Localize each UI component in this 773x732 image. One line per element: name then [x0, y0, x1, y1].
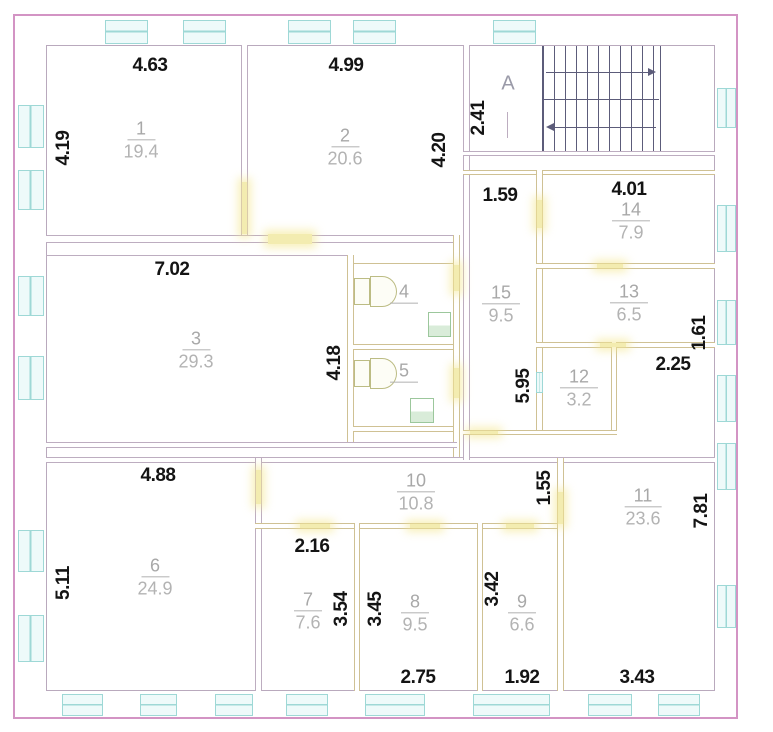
dim-top-room7: 2.16 [294, 536, 330, 557]
window [18, 105, 44, 148]
wall-top-room4 [350, 263, 457, 264]
dim-stair-width: 2.41 [468, 100, 489, 136]
room-label-10: 10 10.8 [398, 470, 434, 513]
sink-room4 [428, 312, 451, 337]
dim-right-room3: 4.18 [324, 345, 345, 381]
window [18, 276, 44, 316]
room-label-13: 13 6.5 [610, 281, 648, 324]
wall-under-rooms1-2 [46, 235, 460, 243]
dim-height-room9: 3.42 [482, 571, 503, 607]
window [18, 615, 44, 662]
door-room5 [454, 368, 459, 398]
section-label: A [501, 72, 515, 95]
room-label-5: 5 [390, 361, 418, 384]
window [288, 20, 331, 44]
room-label-9: 9 6.6 [509, 591, 535, 634]
window [493, 20, 536, 44]
window [717, 88, 736, 128]
room-label-12: 12 3.2 [560, 366, 598, 409]
wall-main-separator [46, 457, 715, 463]
dim-top-room2: 4.99 [328, 55, 364, 76]
room-label-3: 3 29.3 [178, 328, 214, 371]
sink-room5 [410, 398, 434, 423]
wall-rooms4-5 [353, 344, 457, 350]
toilet-tank-room4 [354, 278, 370, 305]
dim-right-room11: 7.81 [691, 493, 712, 529]
wall-stair-bottom [463, 151, 715, 156]
dim-right-room13: 1.61 [689, 315, 710, 351]
window [588, 694, 632, 716]
door-room9 [506, 524, 534, 528]
dim-top-room15: 1.59 [482, 185, 518, 206]
dim-left-room6: 5.11 [53, 566, 74, 600]
dim-bottom-room11: 3.43 [619, 667, 655, 688]
door-corridor15-bottom [470, 431, 498, 434]
door-room11 [558, 492, 563, 524]
dim-top-room6: 4.88 [140, 465, 176, 486]
section-tick [507, 112, 508, 138]
dim-top-room1: 4.63 [132, 55, 168, 76]
window [717, 443, 736, 490]
room-label-7: 7 7.6 [295, 589, 321, 632]
dim-height-room8: 3.45 [365, 591, 386, 627]
dim-height-room10: 1.55 [534, 470, 555, 506]
door-rooms1-2 [242, 182, 247, 234]
room-label-8: 8 9.5 [402, 591, 428, 634]
dim-bottom-room8: 2.75 [400, 667, 436, 688]
toilet-tank-room5 [354, 360, 370, 387]
window [62, 694, 103, 716]
door-corridor15 [537, 200, 542, 228]
door-room4 [454, 265, 459, 291]
door-room6 [256, 470, 261, 504]
window [717, 375, 736, 422]
wall-bottom-room5 [353, 426, 457, 432]
room-label-11: 11 23.6 [625, 485, 661, 528]
wall-top-rooms14-15 [463, 170, 715, 175]
window [18, 170, 44, 210]
staircase-up-line [546, 72, 648, 73]
window [536, 372, 543, 393]
dim-right-room12: 2.25 [655, 354, 691, 375]
room-label-14: 14 7.9 [612, 199, 650, 242]
door-room2 [268, 234, 312, 244]
window [18, 530, 44, 572]
window [717, 300, 736, 345]
door-room13 [600, 343, 626, 347]
dim-top-room3: 7.02 [154, 259, 190, 280]
window [105, 20, 148, 44]
wall-rooms14-13 [536, 263, 715, 269]
staircase-down-arrow [546, 123, 554, 131]
window [140, 694, 177, 716]
room-label-15: 15 9.5 [482, 282, 520, 325]
window [365, 694, 425, 716]
wall-bottom-room3 [46, 442, 457, 448]
room-label-4: 4 [390, 282, 418, 305]
room-label-2: 2 20.6 [327, 125, 363, 168]
staircase-landing-line [542, 99, 659, 100]
window [717, 585, 736, 628]
window [286, 694, 328, 716]
dim-height-room7: 3.54 [331, 591, 352, 627]
room-label-6: 6 24.9 [137, 555, 173, 598]
window [183, 20, 226, 44]
staircase-up-arrow [648, 68, 656, 76]
door-room14 [597, 264, 623, 268]
dim-bottom-room9: 1.92 [504, 667, 540, 688]
window [215, 694, 253, 716]
window [473, 694, 550, 716]
dim-right-room2: 4.20 [429, 132, 450, 168]
staircase-down-line [554, 127, 656, 128]
dim-top-room14: 4.01 [611, 179, 647, 200]
window [717, 205, 736, 252]
wall-rooms7-8 [354, 523, 360, 691]
window [18, 356, 44, 400]
room-label-1: 1 19.4 [123, 118, 159, 161]
wall-rooms8-9 [477, 523, 483, 691]
window [658, 694, 700, 716]
dim-left-room1: 4.19 [53, 130, 74, 166]
door-room7 [300, 524, 330, 528]
window [353, 20, 396, 44]
dim-corridor15-height: 5.95 [513, 368, 534, 404]
wall-room12-right [611, 342, 617, 433]
door-room8 [410, 524, 440, 528]
wall-top-room3 [46, 255, 350, 256]
